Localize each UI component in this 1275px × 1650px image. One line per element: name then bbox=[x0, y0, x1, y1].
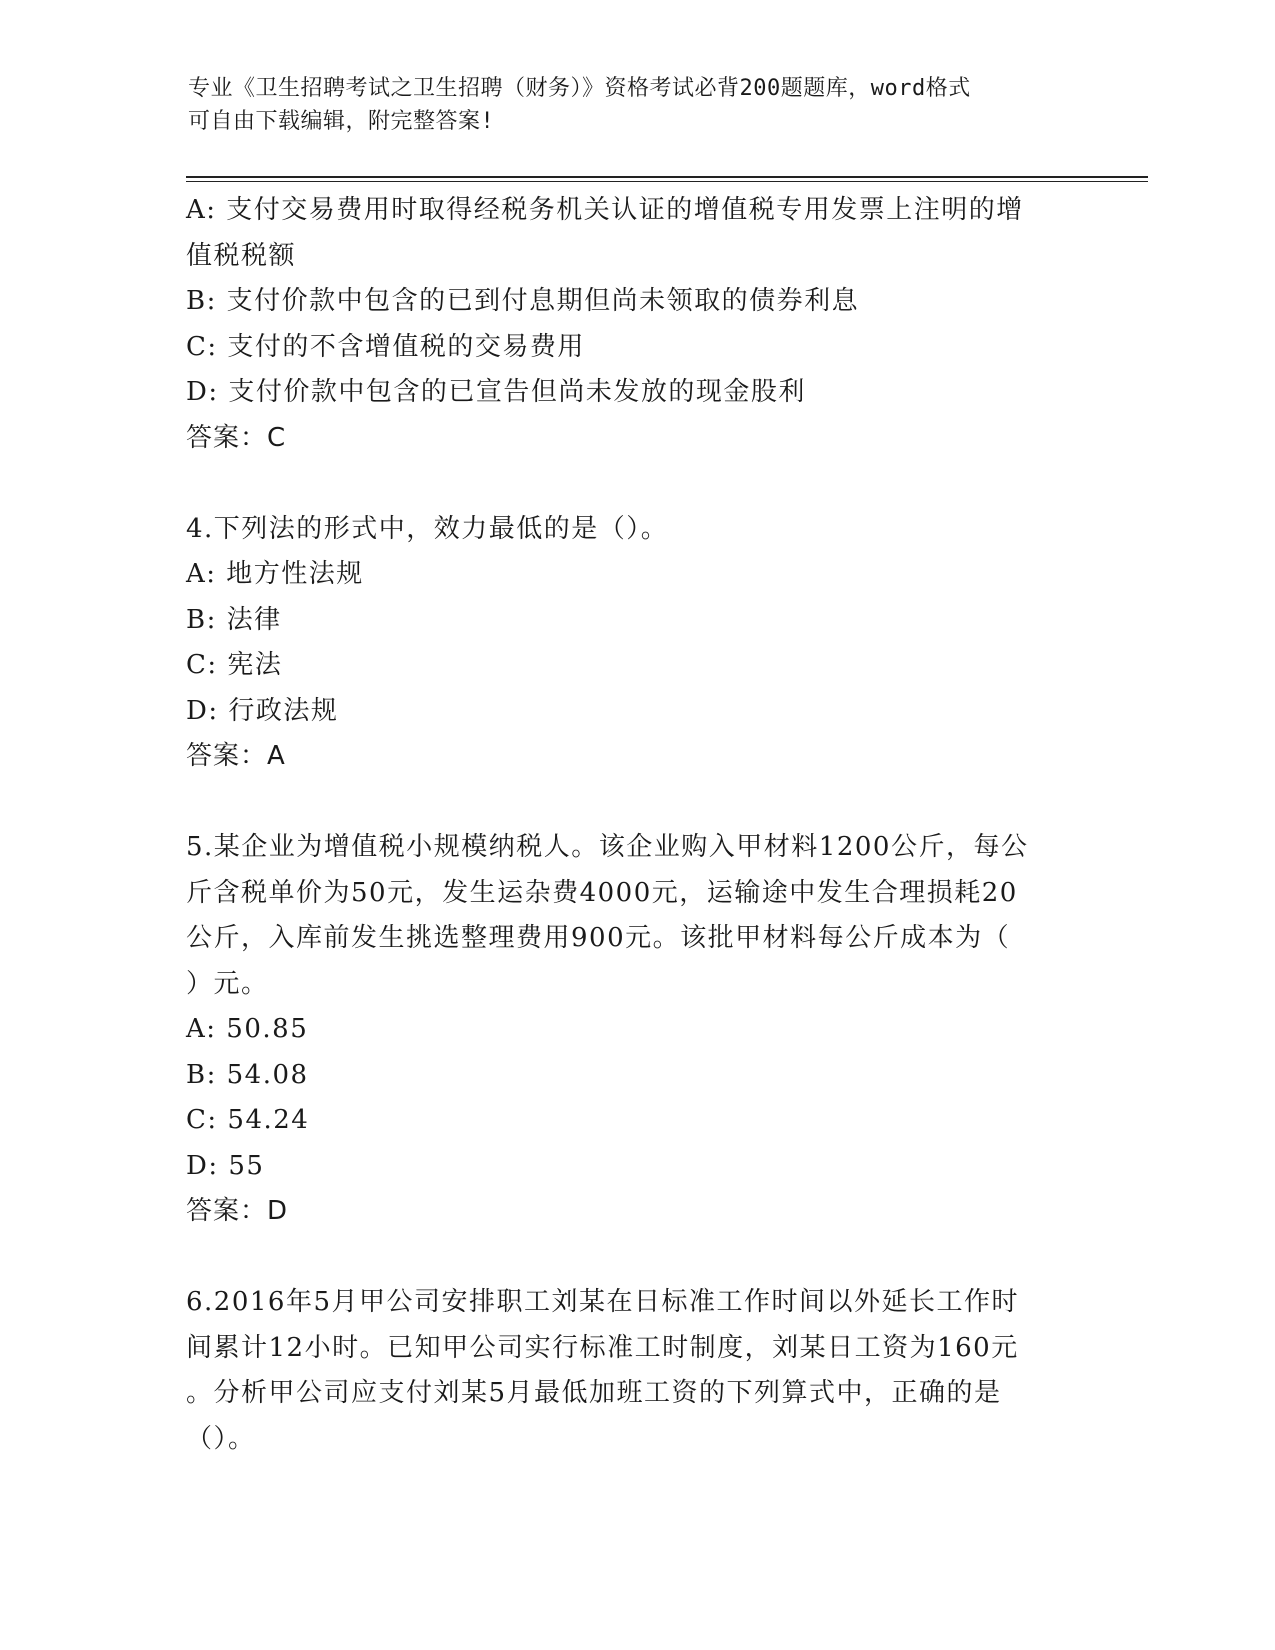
question-4 bbox=[186, 507, 1066, 780]
question-stem-line-1: 5.某企业为增值税小规模纳税人。该企业购入甲材料1200公斤，每公 bbox=[186, 832, 1029, 862]
option-d: D: 行政法规 bbox=[186, 695, 339, 726]
question-stem-line-1: 6.2016年5月甲公司安排职工刘某在日标准工作时间以外延长工作时 bbox=[186, 1287, 1020, 1317]
spacer bbox=[186, 461, 1066, 507]
question-stem-line-4: ）元。 bbox=[186, 968, 269, 999]
header-line-2: 可自由下载编辑，附完整答案! bbox=[188, 109, 495, 134]
answer: 答案：D bbox=[186, 1196, 289, 1226]
option-b: B: 支付价款中包含的已到付息期但尚未领取的债券利息 bbox=[186, 286, 860, 316]
question-stem-line-2: 间累计12小时。已知甲公司实行标准工时制度，刘某日工资为160元 bbox=[186, 1332, 1019, 1363]
option-c: C: 54.24 bbox=[186, 1105, 310, 1135]
option-a-line-2: 值税税额 bbox=[186, 240, 297, 271]
header-line-1: 专业《卫生招聘考试之卫生招聘（财务）》资格考试必背200题题库，word格式 bbox=[188, 76, 971, 101]
option-d: D: 支付价款中包含的已宣告但尚未发放的现金股利 bbox=[186, 377, 806, 407]
question-stem-line-3: 公斤，入库前发生挑选整理费用900元。该批甲材料每公斤成本为（ bbox=[186, 923, 1011, 953]
question-6 bbox=[186, 1280, 1066, 1462]
option-d: D: 55 bbox=[186, 1150, 265, 1181]
question-stem-line-4: （）。 bbox=[186, 1423, 256, 1454]
answer: 答案：C bbox=[186, 422, 287, 453]
header-divider-thick bbox=[186, 176, 1148, 178]
question-stem-line-3: 。分析甲公司应支付刘某5月最低加班工资的下列算式中，正确的是 bbox=[186, 1378, 1002, 1408]
header-divider-thin bbox=[186, 181, 1148, 182]
option-a-line-1: A: 支付交易费用时取得经税务机关认证的增值税专用发票上注明的增 bbox=[186, 195, 1024, 225]
spacer bbox=[186, 1235, 1066, 1281]
option-c: C: 支付的不含增值税的交易费用 bbox=[186, 331, 585, 362]
document-header bbox=[188, 72, 1068, 138]
question-5 bbox=[186, 825, 1066, 1235]
option-b: B: 法律 bbox=[186, 604, 282, 635]
option-b: B: 54.08 bbox=[186, 1059, 309, 1090]
question-content bbox=[186, 188, 1066, 1462]
question-3 bbox=[186, 188, 1066, 461]
answer: 答案：A bbox=[186, 741, 286, 771]
option-a: A: 50.85 bbox=[186, 1014, 309, 1044]
question-stem-line-2: 斤含税单价为50元，发生运杂费4000元，运输途中发生合理损耗20 bbox=[186, 877, 1018, 908]
option-a: A: 地方性法规 bbox=[186, 559, 364, 589]
option-c: C: 宪法 bbox=[186, 650, 283, 680]
spacer bbox=[186, 780, 1066, 826]
question-stem: 4.下列法的形式中，效力最低的是（）。 bbox=[186, 513, 669, 544]
